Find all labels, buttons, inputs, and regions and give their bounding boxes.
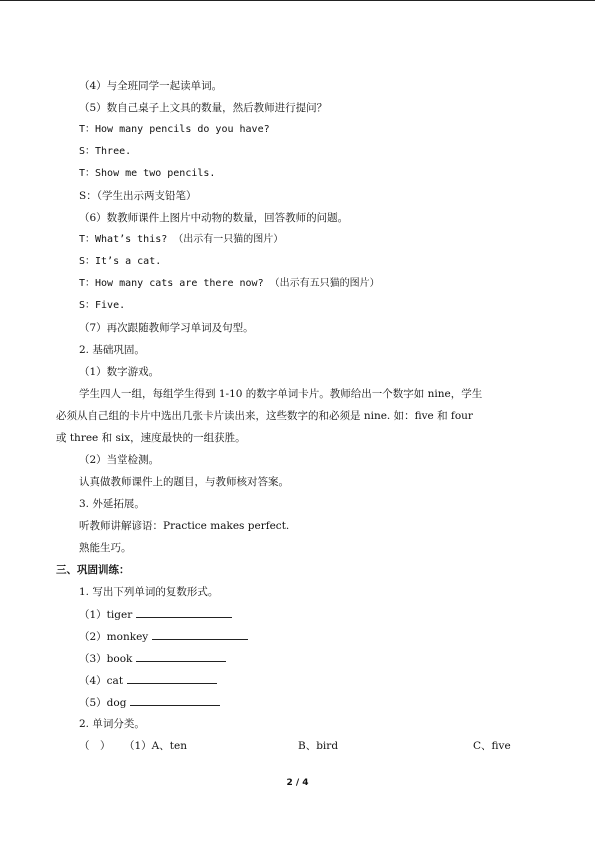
exercise-instruction: 1. 写出下列单词的复数形式。 [79,586,219,598]
item-label: （3）book [79,653,133,665]
answer-blank[interactable] [127,673,217,684]
page-number: 2 / 4 [286,778,309,788]
header-rule [0,0,595,1]
exercise-item [79,651,226,666]
exercise-instruction: 2. 单词分类。 [79,718,145,730]
item-label: （1）tiger [79,609,133,621]
dialogue-line: T：How many cats are there now? （出示有五只猫的图片） [79,278,380,289]
exercise-item [79,607,232,622]
answer-blank[interactable] [136,607,232,618]
proverb-translation: 熟能生巧。 [79,542,132,554]
step-7: （7）再次跟随教师学习单词及句型。 [79,322,254,334]
exercise-item [79,629,248,644]
proverb-line: 听教师讲解谚语：Practice makes perfect. [79,520,290,532]
paragraph-line: 学生四人一组，每组学生得到 1-10 的数字单词卡片。教师给出一个数字如 nine，学生 [79,388,483,400]
item-label: （4）cat [79,675,124,687]
answer-blank[interactable] [130,695,220,706]
answer-paren[interactable]: （ ） [79,740,111,752]
exercise-item [79,695,220,710]
dialogue-line: T：Show me two pencils. [79,168,216,179]
step-4: （4）与全班同学一起读单词。 [79,80,223,92]
sub-heading: （2）当堂检测。 [79,454,160,466]
dialogue-line: T：How many pencils do you have? [79,124,270,135]
option-b: B、bird [298,740,339,752]
paragraph-line: 认真做教师课件上的题目，与教师核对答案。 [79,476,289,488]
paragraph-line: 必须从自己组的卡片中选出几张卡片读出来，这些数字的和必须是 nine. 如：five 和 four [56,410,473,422]
option-c: C、five [473,740,511,752]
dialogue-line: S：（学生出示两支铅笔） [79,190,197,202]
section-heading: 3. 外延拓展。 [79,498,145,510]
exercise-heading: 三、巩固训练： [56,564,130,576]
dialogue-line: T：What’s this? （出示有一只猫的图片） [79,234,284,245]
item-label: （5）dog [79,697,127,709]
paragraph-line: 或 three 和 six，速度最快的一组获胜。 [56,432,246,444]
exercise-item [79,673,217,688]
section-heading: 2. 基础巩固。 [79,344,145,356]
answer-blank[interactable] [152,629,248,640]
option-a: （1）A、ten [124,740,187,752]
answer-blank[interactable] [136,651,226,662]
dialogue-line: S：It’s a cat. [79,256,162,267]
dialogue-line: S：Three. [79,146,132,157]
dialogue-line: S：Five. [79,300,126,311]
item-label: （2）monkey [79,631,149,643]
sub-heading: （1）数字游戏。 [79,366,160,378]
step-6: （6）数教师课件上图片中动物的数量，回答教师的问题。 [79,212,349,224]
step-5: （5）数自己桌子上文具的数量，然后教师进行提问？ [79,102,328,114]
